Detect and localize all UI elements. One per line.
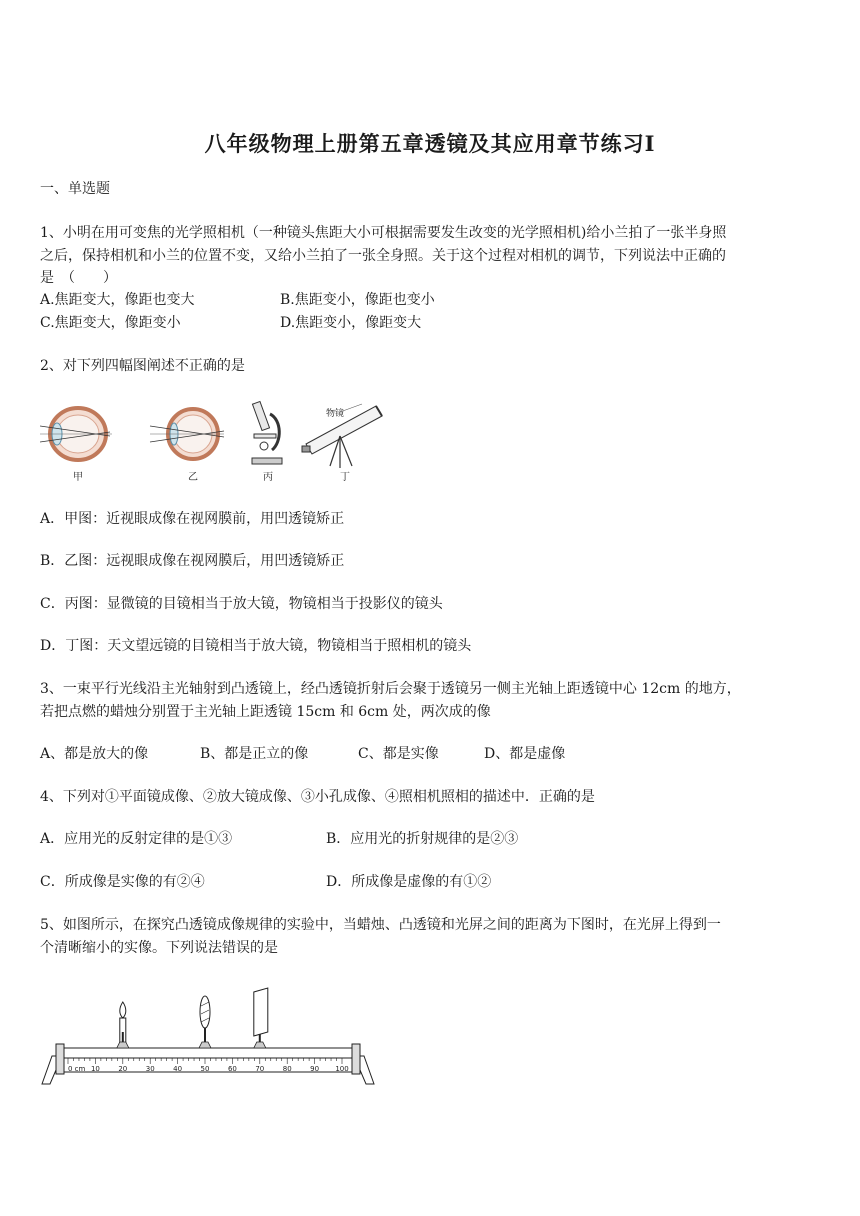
q4-option-c: C．所成像是实像的有②④	[40, 874, 205, 890]
q1-stem-line2: 之后，保持相机和小兰的位置不变，又给小兰拍了一张全身照。关于这个过程对相机的调节，下列说法中正确的	[40, 248, 726, 264]
q3-option-a: A、都是放大的像	[40, 746, 149, 762]
q1-stem-line3: 是 （ ）	[40, 270, 117, 286]
q5-stem-line2: 个清晰缩小的实像。下列说法错误的是	[40, 940, 278, 956]
q3-option-c: C、都是实像	[358, 746, 439, 762]
scale-label: 40	[173, 1065, 183, 1073]
scale-label: 20	[118, 1065, 128, 1073]
scale-label: 10	[90, 1065, 100, 1073]
scale-label: 90	[310, 1065, 320, 1073]
q4-option-d: D．所成像是虚像的有①②	[326, 874, 492, 890]
section-heading: 一、单选题	[40, 181, 110, 197]
scale-label: 30	[145, 1065, 155, 1073]
scale-label: 70	[255, 1065, 265, 1073]
scale-label: 80	[282, 1065, 292, 1073]
q2-option-b: B．乙图：远视眼成像在视网膜后，用凹透镜矫正	[40, 553, 345, 569]
light-screen	[254, 988, 268, 1048]
q3-stem-line1: 3、一束平行光线沿主光轴射到凸透镜上，经凸透镜折射后会聚于透镜另一侧主光轴上距透镜中心 12cm 的地方，	[40, 681, 741, 697]
q1-option-d: D.焦距变小，像距变大	[280, 315, 422, 331]
figure-label-a: 甲	[73, 472, 83, 483]
q3-option-b: B、都是正立的像	[200, 746, 309, 762]
q1-option-c: C.焦距变大，像距变小	[40, 315, 181, 331]
optical-bench-figure	[40, 984, 376, 1088]
q2-stem: 2、对下列四幅图阐述不正确的是	[40, 358, 245, 374]
figure-label-c: 丙	[263, 472, 273, 483]
scale-label: 0 cm	[68, 1065, 86, 1073]
q4-stem: 4、下列对①平面镜成像、②放大镜成像、③小孔成像、④照相机照相的描述中．正确的是	[40, 789, 595, 805]
eye-diagram-a	[40, 408, 112, 460]
q2-option-a: A．甲图：近视眼成像在视网膜前，用凹透镜矫正	[40, 511, 345, 527]
q5-stem-line1: 5、如图所示，在探究凸透镜成像规律的实验中，当蜡烛、凸透镜和光屏之间的距离为下图时，在光屏上得到一	[40, 917, 721, 933]
q2-option-d: D．丁图：天文望远镜的目镜相当于放大镜，物镜相当于照相机的镜头	[40, 638, 472, 654]
q4-option-b: B．应用光的折射规律的是②③	[326, 831, 519, 847]
figure-label-d: 丁	[340, 472, 350, 483]
figure-label-b: 乙	[188, 472, 198, 483]
q4-option-a: A．应用光的反射定律的是①③	[40, 831, 233, 847]
q3-option-d: D、都是虚像	[484, 746, 566, 762]
microscope-drawing	[252, 401, 282, 464]
q1-option-b: B.焦距变小，像距也变小	[280, 292, 435, 308]
scale-label: 60	[227, 1065, 237, 1073]
q3-stem-line2: 若把点燃的蜡烛分别置于主光轴上距透镜 15cm 和 6cm 处，两次成的像	[40, 704, 491, 720]
q1-option-a: A.焦距变大，像距也变大	[40, 292, 195, 308]
convex-lens	[199, 996, 211, 1048]
page-title: 八年级物理上册第五章透镜及其应用章节练习Ⅰ	[204, 131, 656, 156]
scale-label: 100	[335, 1065, 349, 1073]
q2-option-c: C．丙图：显微镜的目镜相当于放大镜，物镜相当于投影仪的镜头	[40, 596, 443, 612]
objective-lens-label: 物镜	[326, 409, 345, 419]
scale-label: 50	[200, 1065, 210, 1073]
candle	[117, 1002, 129, 1048]
eye-diagram-b	[150, 409, 224, 459]
q1-stem-line1: 1、小明在用可变焦的光学照相机（一种镜头焦距大小可根据需要发生改变的光学照相机)给小兰拍了一张半身照	[40, 225, 727, 241]
q2-figure	[40, 396, 394, 484]
